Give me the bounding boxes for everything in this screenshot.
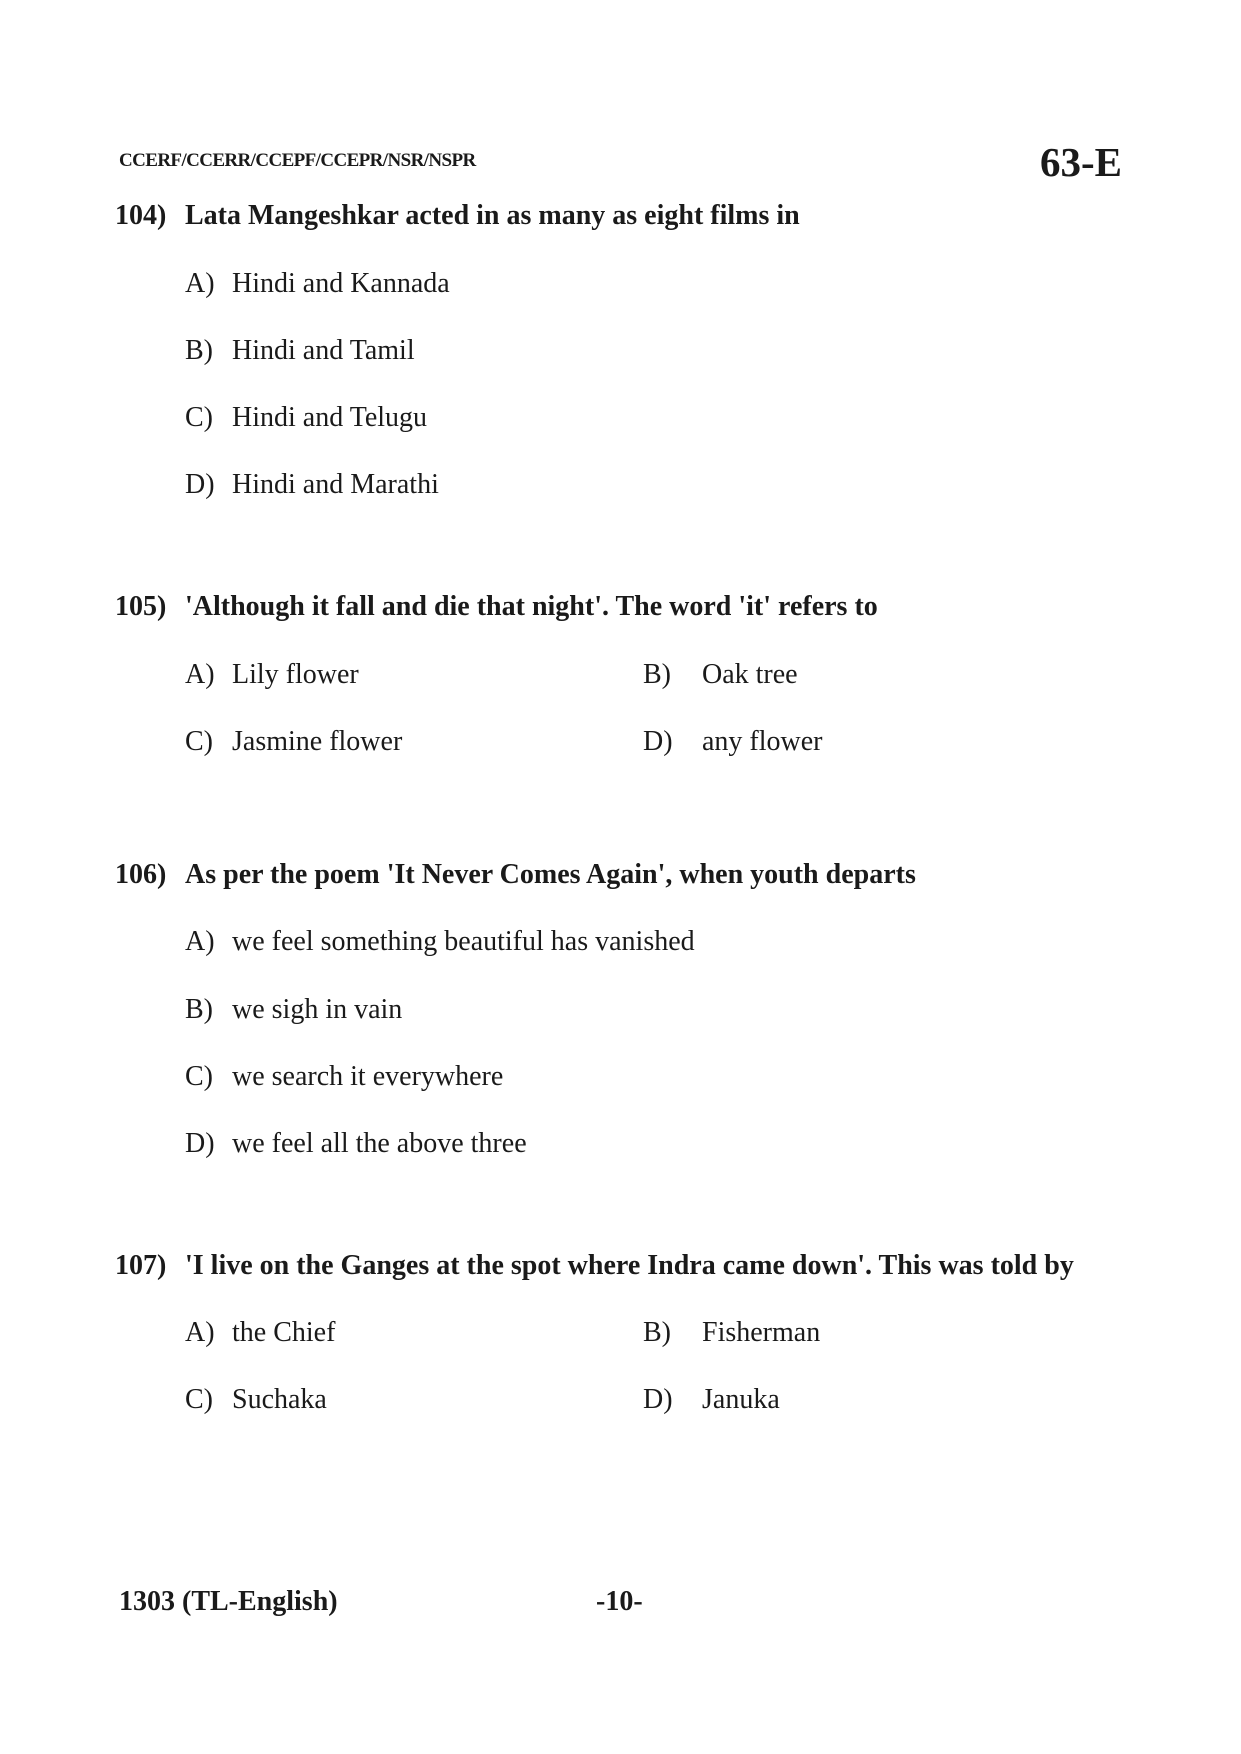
option-b-text: Oak tree xyxy=(702,659,798,690)
question-text: 'Although it fall and die that night'. The word 'it' refers to xyxy=(185,591,878,622)
option-a-text: Hindi and Kannada xyxy=(232,268,450,299)
option-b: B) xyxy=(643,659,671,690)
option-a-text: we feel something beautiful has vanished xyxy=(232,926,695,957)
option-c: C) xyxy=(185,1061,213,1092)
question-number: 105) xyxy=(115,591,167,622)
option-label: C) xyxy=(185,402,213,433)
option-label: A) xyxy=(185,268,215,299)
question-text: 'I live on the Ganges at the spot where Indra came down'. This was told by xyxy=(185,1250,1074,1281)
option-b-text: we sigh in vain xyxy=(232,994,403,1025)
option-b-text: Hindi and Tamil xyxy=(232,335,415,366)
option-a: A) xyxy=(185,926,215,957)
series-code: CCERF/CCERR/CCEPF/CCEPR/NSR/NSPR xyxy=(119,150,476,171)
option-d-text: any flower xyxy=(702,726,823,757)
question-number: 104) xyxy=(115,200,167,231)
option-d-text: Hindi and Marathi xyxy=(232,469,439,500)
option-b: B) xyxy=(643,1317,671,1348)
option-a-text: the Chief xyxy=(232,1317,336,1348)
question-text: As per the poem 'It Never Comes Again', when youth departs xyxy=(185,859,916,890)
option-a xyxy=(185,268,215,300)
option-b: B) xyxy=(185,994,213,1025)
option-d xyxy=(185,469,215,501)
set-code: 63-E xyxy=(1040,139,1122,185)
option-c-text: Jasmine flower xyxy=(232,726,403,757)
option-b xyxy=(185,335,213,367)
option-a-text: Lily flower xyxy=(232,659,359,690)
option-a: A) xyxy=(185,659,215,690)
option-d: D) xyxy=(185,1128,215,1159)
question-text: Lata Mangeshkar acted in as many as eight films in xyxy=(185,200,800,231)
question-number: 106) xyxy=(115,859,167,890)
option-d-text: we feel all the above three xyxy=(232,1128,527,1159)
paper-code: 1303 (TL-English) xyxy=(119,1586,338,1617)
option-d: D) xyxy=(643,726,673,757)
option-c: C) xyxy=(185,726,213,757)
option-label: B) xyxy=(185,335,213,366)
option-d: D) xyxy=(643,1384,673,1415)
page-number: -10- xyxy=(596,1586,643,1617)
option-b-text: Fisherman xyxy=(702,1317,821,1348)
option-c-text: Hindi and Telugu xyxy=(232,402,428,433)
option-c: C) xyxy=(185,1384,213,1415)
option-a: A) xyxy=(185,1317,215,1348)
question-number: 107) xyxy=(115,1250,167,1281)
option-label: D) xyxy=(185,469,215,500)
option-c-text: we search it everywhere xyxy=(232,1061,504,1092)
option-d-text: Januka xyxy=(702,1384,780,1415)
option-c xyxy=(185,402,213,434)
option-c-text: Suchaka xyxy=(232,1384,327,1415)
